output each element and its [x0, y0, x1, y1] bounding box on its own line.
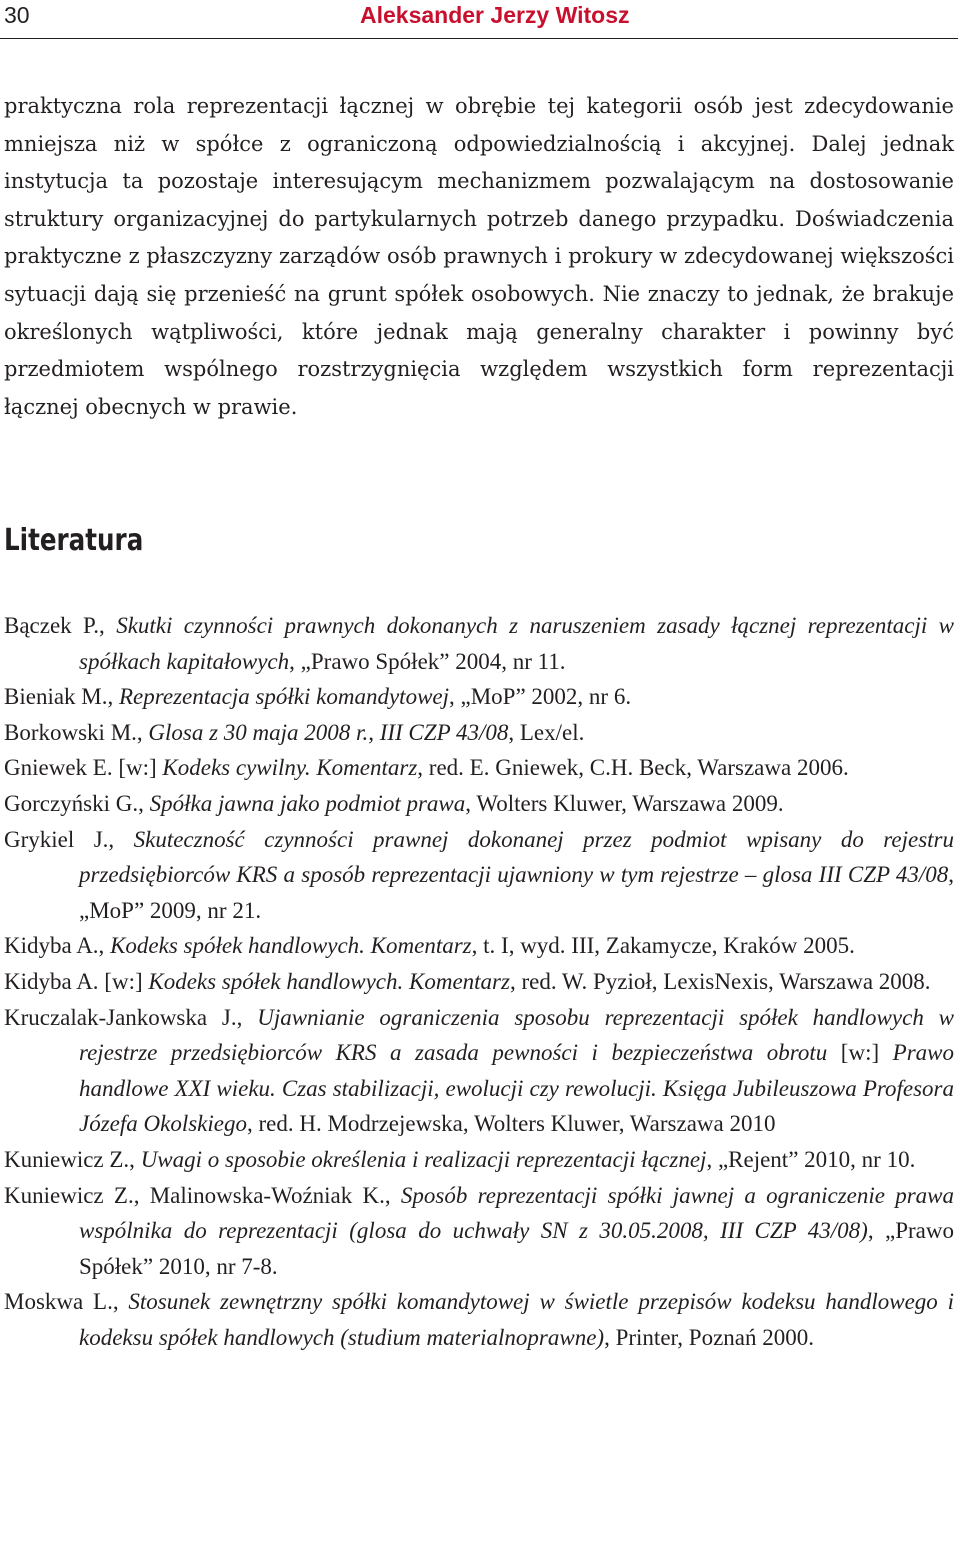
reference-list	[4, 608, 954, 1355]
reference-item: Moskwa L., Stosunek zewnętrzny spółki komandytowej w świetle przepisów kodeksu handlowego i kodeksu spółek handlowych (studium materialnoprawne), Printer, Poznań 2000.	[4, 1289, 954, 1350]
reference-item: Gniewek E. [w:] Kodeks cywilny. Komentarz, red. E. Gniewek, C.H. Beck, Warszawa 2006.	[4, 755, 849, 781]
body-paragraph: praktyczna rola reprezentacji łącznej w obrębie tej kategorii osób jest zdecydowanie mniejsza niż w spółce z ograniczoną odpowiedzialnością i akcyjnej. Dalej jednak instytucja ta pozostaje interesującym mechanizmem pozwalającym na dostosowanie struktury organizacyjnej do partykularnych potrzeb danego przypadku. Doświadczenia praktyczne z płaszczyzny zarządów osób prawnych i prokury w zdecydowanej większości sytuacji dają się przenieść na grunt spółek osobowych. Nie znaczy to jednak, że brakuje określonych wątpliwości, które jednak mają generalny charakter i powinny być przedmiotem wspólnego rozstrzygnięcia względem wszystkich form reprezentacji łącznej obecnych w prawie.	[4, 94, 954, 419]
reference-item: Bieniak M., Reprezentacja spółki komandytowej, „MoP” 2002, nr 6.	[4, 684, 632, 710]
reference-item: Kuniewicz Z., Uwagi o sposobie określenia i realizacji reprezentacji łącznej, „Rejent” 2010, nr 10.	[4, 1146, 916, 1172]
reference-item: Kruczalak-Jankowska J., Ujawnianie ograniczenia sposobu reprezentacji spółek handlowych w rejestrze przedsiębiorców KRS a zasada pewności i bezpieczeństwa obrotu [w:] Prawo handlowe XXI wieku. Czas stabilizacji, ewolucji czy rewolucji. Księga Jubileuszowa Profesora Józefa Okolskiego, red. H. Modrzejewska, Wolters Kluwer, Warszawa 2010	[4, 1004, 954, 1137]
page-number: 30	[4, 2, 30, 28]
literature-heading: Literatura	[4, 523, 144, 558]
header-rule	[0, 38, 958, 39]
page-header	[0, 0, 958, 36]
reference-item: Gorczyński G., Spółka jawna jako podmiot prawa, Wolters Kluwer, Warszawa 2009.	[4, 790, 784, 816]
reference-item: Borkowski M., Glosa z 30 maja 2008 r., III CZP 43/08, Lex/el.	[4, 719, 585, 745]
reference-item: Kuniewicz Z., Malinowska-Woźniak K., Sposób reprezentacji spółki jawnej a ograniczenie prawa wspólnika do reprezentacji (glosa do uchwały SN z 30.05.2008, III CZP 43/08), „Prawo Spółek” 2010, nr 7-8.	[4, 1182, 955, 1279]
reference-item: Grykiel J., Skuteczność czynności prawnej dokonanej przez podmiot wpisany do rejestru przedsiębiorców KRS a sposób reprezentacji ujawniony w tym rejestrze – glosa III CZP 43/08, „MoP” 2009, nr 21.	[4, 826, 954, 923]
reference-item: Kidyba A., Kodeks spółek handlowych. Komentarz, t. I, wyd. III, Zakamycze, Kraków 2005.	[4, 933, 855, 959]
reference-item: Bączek P., Skutki czynności prawnych dokonanych z naruszeniem zasady łącznej reprezentacji w spółkach kapitałowych, „Prawo Spółek” 2004, nr 11.	[4, 613, 955, 674]
running-title: Aleksander Jerzy Witosz	[360, 2, 630, 28]
reference-item: Kidyba A. [w:] Kodeks spółek handlowych. Komentarz, red. W. Pyzioł, LexisNexis, Warszawa 2008.	[4, 968, 931, 994]
